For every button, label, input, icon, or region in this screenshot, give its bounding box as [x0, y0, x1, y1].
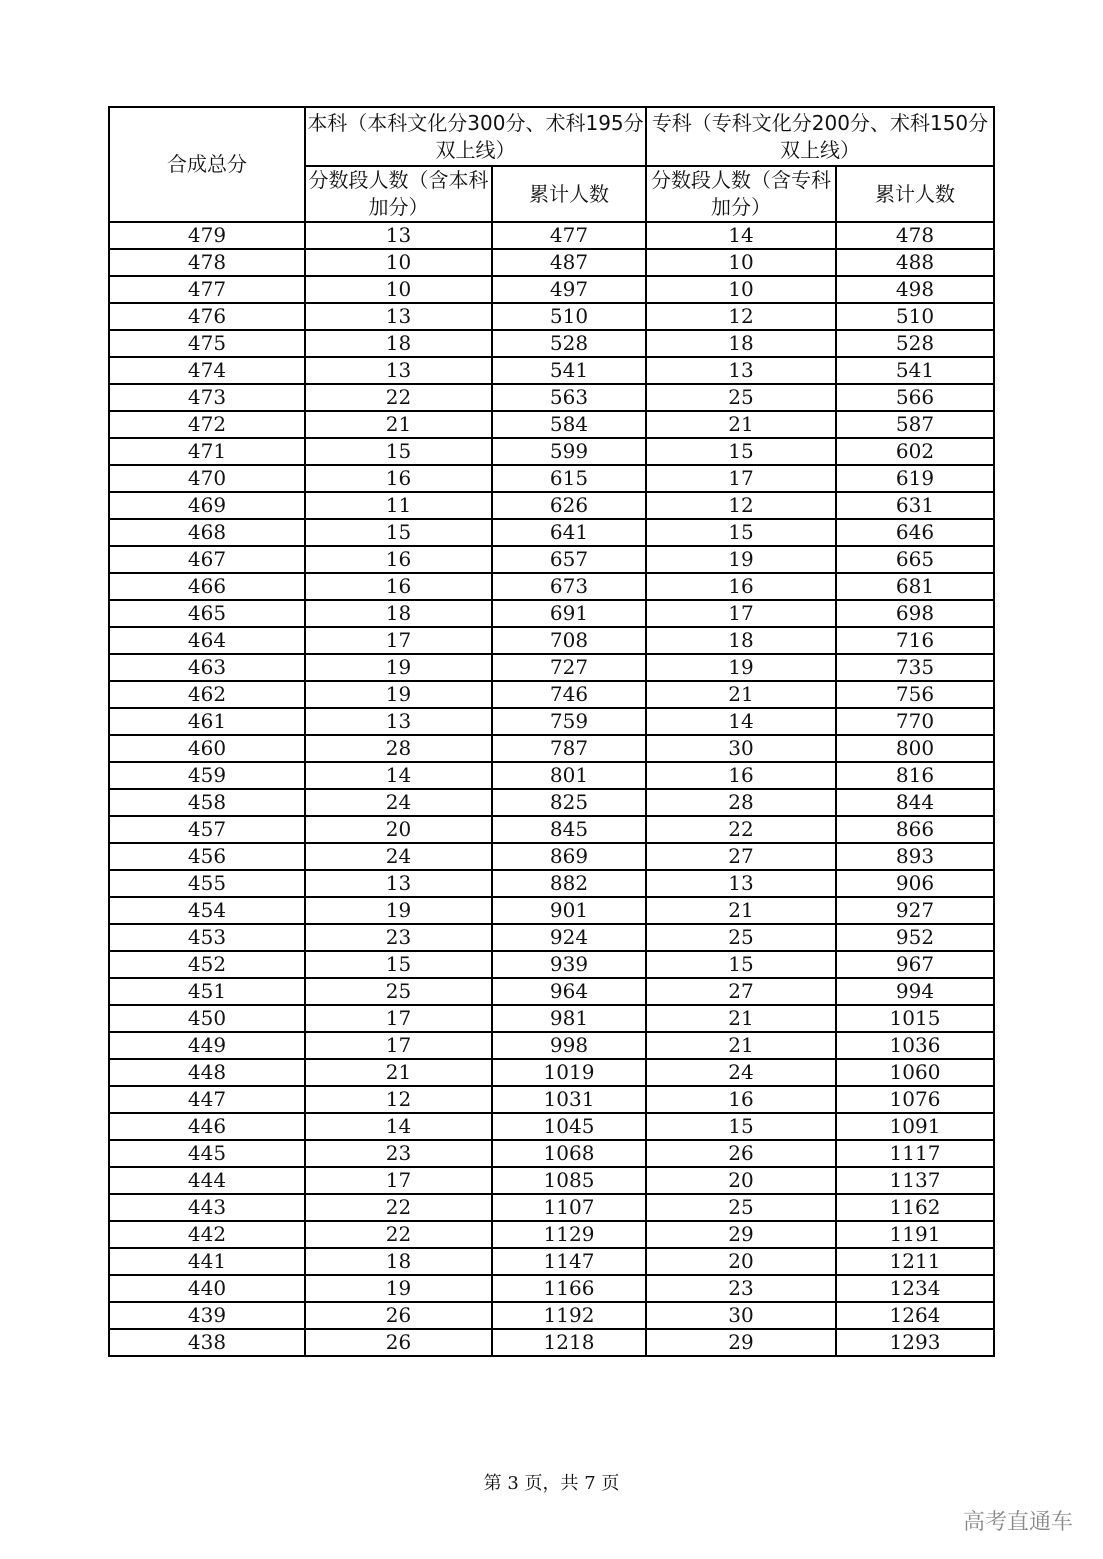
cell-total-score: 470 — [109, 465, 305, 492]
cell-undergrad-count: 13 — [305, 303, 492, 330]
cell-junior-count: 19 — [646, 546, 836, 573]
cell-undergrad-cumulative: 1218 — [492, 1329, 646, 1356]
table-row — [109, 1167, 994, 1194]
cell-undergrad-count: 24 — [305, 789, 492, 816]
cell-junior-cumulative: 1191 — [836, 1221, 994, 1248]
cell-undergrad-count: 19 — [305, 1275, 492, 1302]
cell-junior-count: 24 — [646, 1059, 836, 1086]
cell-junior-cumulative: 602 — [836, 438, 994, 465]
table-row — [109, 708, 994, 735]
cell-undergrad-cumulative: 1107 — [492, 1194, 646, 1221]
cell-undergrad-cumulative: 599 — [492, 438, 646, 465]
cell-junior-count: 18 — [646, 627, 836, 654]
cell-undergrad-cumulative: 615 — [492, 465, 646, 492]
cell-undergrad-count: 13 — [305, 222, 492, 249]
cell-total-score: 444 — [109, 1167, 305, 1194]
cell-junior-cumulative: 566 — [836, 384, 994, 411]
cell-total-score: 441 — [109, 1248, 305, 1275]
cell-total-score: 460 — [109, 735, 305, 762]
header-junior: 专科（专科文化分200分、术科150分双上线） — [646, 107, 994, 166]
cell-total-score: 443 — [109, 1194, 305, 1221]
cell-junior-count: 26 — [646, 1140, 836, 1167]
cell-junior-count: 21 — [646, 411, 836, 438]
table-row — [109, 600, 994, 627]
cell-junior-count: 15 — [646, 1113, 836, 1140]
cell-junior-cumulative: 498 — [836, 276, 994, 303]
table-row — [109, 1032, 994, 1059]
cell-total-score: 456 — [109, 843, 305, 870]
header-row-1 — [109, 107, 994, 166]
cell-undergrad-count: 20 — [305, 816, 492, 843]
cell-undergrad-cumulative: 708 — [492, 627, 646, 654]
cell-junior-cumulative: 816 — [836, 762, 994, 789]
cell-undergrad-cumulative: 924 — [492, 924, 646, 951]
page-number: 第 3 页，共 7 页 — [483, 1473, 620, 1494]
cell-junior-count: 30 — [646, 735, 836, 762]
cell-total-score: 466 — [109, 573, 305, 600]
cell-junior-cumulative: 770 — [836, 708, 994, 735]
cell-undergrad-count: 21 — [305, 1059, 492, 1086]
cell-total-score: 478 — [109, 249, 305, 276]
cell-junior-cumulative: 1264 — [836, 1302, 994, 1329]
cell-undergrad-cumulative: 563 — [492, 384, 646, 411]
cell-total-score: 475 — [109, 330, 305, 357]
cell-undergrad-count: 15 — [305, 438, 492, 465]
cell-undergrad-count: 14 — [305, 1113, 492, 1140]
cell-junior-count: 17 — [646, 600, 836, 627]
table-row — [109, 492, 994, 519]
cell-junior-cumulative: 1234 — [836, 1275, 994, 1302]
cell-total-score: 442 — [109, 1221, 305, 1248]
cell-junior-count: 29 — [646, 1221, 836, 1248]
cell-total-score: 477 — [109, 276, 305, 303]
cell-total-score: 445 — [109, 1140, 305, 1167]
cell-undergrad-cumulative: 727 — [492, 654, 646, 681]
table-row — [109, 627, 994, 654]
cell-undergrad-cumulative: 1045 — [492, 1113, 646, 1140]
cell-undergrad-count: 22 — [305, 1194, 492, 1221]
header-undergrad-count: 分数段人数（含本科加分） — [305, 166, 492, 222]
header-undergrad: 本科（本科文化分300分、术科195分双上线） — [305, 107, 646, 166]
cell-undergrad-count: 17 — [305, 627, 492, 654]
cell-undergrad-cumulative: 1129 — [492, 1221, 646, 1248]
cell-junior-count: 15 — [646, 438, 836, 465]
cell-undergrad-cumulative: 528 — [492, 330, 646, 357]
cell-junior-cumulative: 478 — [836, 222, 994, 249]
cell-total-score: 438 — [109, 1329, 305, 1356]
cell-total-score: 479 — [109, 222, 305, 249]
cell-total-score: 476 — [109, 303, 305, 330]
cell-total-score: 451 — [109, 978, 305, 1005]
table-row — [109, 1248, 994, 1275]
cell-junior-count: 30 — [646, 1302, 836, 1329]
cell-junior-count: 14 — [646, 708, 836, 735]
cell-undergrad-cumulative: 1031 — [492, 1086, 646, 1113]
table-row — [109, 978, 994, 1005]
cell-total-score: 440 — [109, 1275, 305, 1302]
cell-junior-count: 27 — [646, 978, 836, 1005]
cell-total-score: 452 — [109, 951, 305, 978]
cell-undergrad-count: 21 — [305, 411, 492, 438]
cell-undergrad-count: 23 — [305, 1140, 492, 1167]
cell-undergrad-count: 28 — [305, 735, 492, 762]
cell-undergrad-count: 10 — [305, 249, 492, 276]
cell-undergrad-count: 10 — [305, 276, 492, 303]
cell-junior-cumulative: 800 — [836, 735, 994, 762]
cell-total-score: 448 — [109, 1059, 305, 1086]
cell-junior-count: 18 — [646, 330, 836, 357]
cell-undergrad-count: 13 — [305, 708, 492, 735]
cell-undergrad-cumulative: 801 — [492, 762, 646, 789]
header-junior-count: 分数段人数（含专科加分） — [646, 166, 836, 222]
cell-junior-cumulative: 1117 — [836, 1140, 994, 1167]
table-row — [109, 843, 994, 870]
cell-total-score: 459 — [109, 762, 305, 789]
cell-undergrad-cumulative: 901 — [492, 897, 646, 924]
cell-undergrad-cumulative: 825 — [492, 789, 646, 816]
cell-junior-count: 23 — [646, 1275, 836, 1302]
cell-total-score: 471 — [109, 438, 305, 465]
cell-junior-count: 10 — [646, 249, 836, 276]
cell-junior-count: 16 — [646, 1086, 836, 1113]
header-total-score: 合成总分 — [109, 107, 305, 222]
cell-total-score: 463 — [109, 654, 305, 681]
cell-junior-cumulative: 1293 — [836, 1329, 994, 1356]
cell-undergrad-cumulative: 1085 — [492, 1167, 646, 1194]
cell-junior-count: 25 — [646, 1194, 836, 1221]
table-row — [109, 762, 994, 789]
cell-undergrad-count: 15 — [305, 519, 492, 546]
cell-junior-count: 12 — [646, 492, 836, 519]
cell-total-score: 472 — [109, 411, 305, 438]
cell-junior-count: 21 — [646, 681, 836, 708]
cell-total-score: 450 — [109, 1005, 305, 1032]
table-row — [109, 789, 994, 816]
cell-undergrad-count: 16 — [305, 546, 492, 573]
cell-undergrad-cumulative: 1147 — [492, 1248, 646, 1275]
table-row — [109, 1086, 994, 1113]
cell-junior-cumulative: 681 — [836, 573, 994, 600]
cell-total-score: 467 — [109, 546, 305, 573]
cell-total-score: 449 — [109, 1032, 305, 1059]
cell-total-score: 462 — [109, 681, 305, 708]
cell-undergrad-cumulative: 845 — [492, 816, 646, 843]
cell-undergrad-cumulative: 759 — [492, 708, 646, 735]
cell-undergrad-cumulative: 964 — [492, 978, 646, 1005]
cell-junior-cumulative: 1060 — [836, 1059, 994, 1086]
cell-junior-cumulative: 587 — [836, 411, 994, 438]
table-row — [109, 546, 994, 573]
cell-undergrad-cumulative: 998 — [492, 1032, 646, 1059]
cell-undergrad-count: 22 — [305, 384, 492, 411]
cell-junior-cumulative: 1137 — [836, 1167, 994, 1194]
table-row — [109, 897, 994, 924]
cell-junior-cumulative: 1015 — [836, 1005, 994, 1032]
cell-undergrad-cumulative: 1192 — [492, 1302, 646, 1329]
cell-undergrad-count: 14 — [305, 762, 492, 789]
cell-total-score: 458 — [109, 789, 305, 816]
cell-junior-cumulative: 541 — [836, 357, 994, 384]
cell-total-score: 439 — [109, 1302, 305, 1329]
cell-undergrad-cumulative: 869 — [492, 843, 646, 870]
table-row — [109, 816, 994, 843]
table-row — [109, 735, 994, 762]
score-table — [108, 106, 995, 1357]
table-row — [109, 411, 994, 438]
table-row — [109, 357, 994, 384]
cell-total-score: 474 — [109, 357, 305, 384]
header-junior-cumulative: 累计人数 — [836, 166, 994, 222]
table-row — [109, 1140, 994, 1167]
cell-undergrad-count: 11 — [305, 492, 492, 519]
cell-junior-count: 21 — [646, 897, 836, 924]
table-row — [109, 681, 994, 708]
cell-junior-cumulative: 716 — [836, 627, 994, 654]
cell-undergrad-count: 16 — [305, 573, 492, 600]
cell-undergrad-count: 19 — [305, 681, 492, 708]
table-row — [109, 276, 994, 303]
cell-undergrad-count: 18 — [305, 600, 492, 627]
cell-undergrad-cumulative: 746 — [492, 681, 646, 708]
cell-junior-cumulative: 1076 — [836, 1086, 994, 1113]
cell-undergrad-count: 26 — [305, 1302, 492, 1329]
cell-junior-cumulative: 927 — [836, 897, 994, 924]
table-row — [109, 465, 994, 492]
cell-undergrad-cumulative: 939 — [492, 951, 646, 978]
cell-total-score: 457 — [109, 816, 305, 843]
cell-total-score: 454 — [109, 897, 305, 924]
cell-undergrad-count: 13 — [305, 870, 492, 897]
cell-undergrad-count: 15 — [305, 951, 492, 978]
cell-junior-count: 20 — [646, 1248, 836, 1275]
cell-junior-cumulative: 844 — [836, 789, 994, 816]
table-row — [109, 330, 994, 357]
cell-undergrad-count: 19 — [305, 897, 492, 924]
cell-junior-count: 10 — [646, 276, 836, 303]
table-row — [109, 870, 994, 897]
cell-total-score: 468 — [109, 519, 305, 546]
cell-undergrad-count: 24 — [305, 843, 492, 870]
table-row — [109, 303, 994, 330]
cell-undergrad-count: 12 — [305, 1086, 492, 1113]
cell-total-score: 465 — [109, 600, 305, 627]
cell-junior-cumulative: 967 — [836, 951, 994, 978]
cell-junior-cumulative: 665 — [836, 546, 994, 573]
table-row — [109, 1194, 994, 1221]
table-row — [109, 249, 994, 276]
cell-junior-cumulative: 698 — [836, 600, 994, 627]
cell-total-score: 464 — [109, 627, 305, 654]
cell-undergrad-cumulative: 1068 — [492, 1140, 646, 1167]
cell-junior-cumulative: 906 — [836, 870, 994, 897]
cell-junior-count: 25 — [646, 384, 836, 411]
cell-junior-cumulative: 756 — [836, 681, 994, 708]
cell-junior-cumulative: 488 — [836, 249, 994, 276]
cell-undergrad-cumulative: 1019 — [492, 1059, 646, 1086]
cell-undergrad-count: 17 — [305, 1032, 492, 1059]
cell-undergrad-count: 13 — [305, 357, 492, 384]
cell-junior-cumulative: 893 — [836, 843, 994, 870]
cell-undergrad-count: 22 — [305, 1221, 492, 1248]
cell-total-score: 453 — [109, 924, 305, 951]
cell-undergrad-cumulative: 477 — [492, 222, 646, 249]
cell-junior-count: 29 — [646, 1329, 836, 1356]
table-row — [109, 951, 994, 978]
cell-junior-count: 27 — [646, 843, 836, 870]
cell-undergrad-cumulative: 657 — [492, 546, 646, 573]
table-row — [109, 438, 994, 465]
cell-undergrad-count: 16 — [305, 465, 492, 492]
cell-undergrad-count: 17 — [305, 1167, 492, 1194]
cell-undergrad-cumulative: 510 — [492, 303, 646, 330]
cell-junior-count: 17 — [646, 465, 836, 492]
cell-undergrad-cumulative: 691 — [492, 600, 646, 627]
cell-undergrad-cumulative: 641 — [492, 519, 646, 546]
header-undergrad-cumulative: 累计人数 — [492, 166, 646, 222]
cell-undergrad-count: 26 — [305, 1329, 492, 1356]
table-row — [109, 1275, 994, 1302]
cell-undergrad-count: 25 — [305, 978, 492, 1005]
cell-junior-cumulative: 619 — [836, 465, 994, 492]
cell-junior-count: 22 — [646, 816, 836, 843]
table-row — [109, 1005, 994, 1032]
table-row — [109, 384, 994, 411]
cell-junior-cumulative: 510 — [836, 303, 994, 330]
cell-junior-cumulative: 735 — [836, 654, 994, 681]
cell-undergrad-cumulative: 497 — [492, 276, 646, 303]
cell-junior-count: 14 — [646, 222, 836, 249]
cell-total-score: 446 — [109, 1113, 305, 1140]
cell-junior-count: 16 — [646, 762, 836, 789]
cell-undergrad-cumulative: 981 — [492, 1005, 646, 1032]
cell-total-score: 455 — [109, 870, 305, 897]
table-row — [109, 1329, 994, 1356]
cell-undergrad-cumulative: 626 — [492, 492, 646, 519]
cell-undergrad-cumulative: 882 — [492, 870, 646, 897]
cell-junior-cumulative: 952 — [836, 924, 994, 951]
cell-total-score: 469 — [109, 492, 305, 519]
cell-undergrad-cumulative: 673 — [492, 573, 646, 600]
cell-junior-cumulative: 1211 — [836, 1248, 994, 1275]
cell-total-score: 473 — [109, 384, 305, 411]
cell-junior-count: 13 — [646, 870, 836, 897]
cell-junior-count: 15 — [646, 519, 836, 546]
cell-junior-count: 15 — [646, 951, 836, 978]
cell-junior-count: 25 — [646, 924, 836, 951]
cell-undergrad-count: 23 — [305, 924, 492, 951]
cell-junior-count: 28 — [646, 789, 836, 816]
cell-junior-cumulative: 646 — [836, 519, 994, 546]
cell-total-score: 461 — [109, 708, 305, 735]
table-row — [109, 654, 994, 681]
cell-junior-count: 21 — [646, 1005, 836, 1032]
cell-junior-cumulative: 994 — [836, 978, 994, 1005]
cell-undergrad-count: 17 — [305, 1005, 492, 1032]
cell-undergrad-cumulative: 787 — [492, 735, 646, 762]
cell-junior-cumulative: 866 — [836, 816, 994, 843]
cell-junior-cumulative: 1036 — [836, 1032, 994, 1059]
cell-junior-cumulative: 631 — [836, 492, 994, 519]
cell-undergrad-cumulative: 487 — [492, 249, 646, 276]
cell-junior-count: 21 — [646, 1032, 836, 1059]
table-row — [109, 1113, 994, 1140]
table-row — [109, 573, 994, 600]
table-row — [109, 1221, 994, 1248]
cell-junior-count: 16 — [646, 573, 836, 600]
cell-undergrad-cumulative: 541 — [492, 357, 646, 384]
cell-undergrad-count: 19 — [305, 654, 492, 681]
table-row — [109, 1302, 994, 1329]
cell-junior-count: 20 — [646, 1167, 836, 1194]
cell-undergrad-cumulative: 584 — [492, 411, 646, 438]
cell-undergrad-cumulative: 1166 — [492, 1275, 646, 1302]
table-row — [109, 1059, 994, 1086]
cell-junior-count: 19 — [646, 654, 836, 681]
table-row — [109, 924, 994, 951]
cell-undergrad-count: 18 — [305, 1248, 492, 1275]
cell-junior-cumulative: 528 — [836, 330, 994, 357]
cell-total-score: 447 — [109, 1086, 305, 1113]
cell-junior-cumulative: 1091 — [836, 1113, 994, 1140]
table-row — [109, 222, 994, 249]
table-row — [109, 519, 994, 546]
cell-undergrad-count: 18 — [305, 330, 492, 357]
cell-junior-cumulative: 1162 — [836, 1194, 994, 1221]
watermark: 高考直通车 — [962, 1510, 1073, 1535]
cell-junior-count: 13 — [646, 357, 836, 384]
cell-junior-count: 12 — [646, 303, 836, 330]
